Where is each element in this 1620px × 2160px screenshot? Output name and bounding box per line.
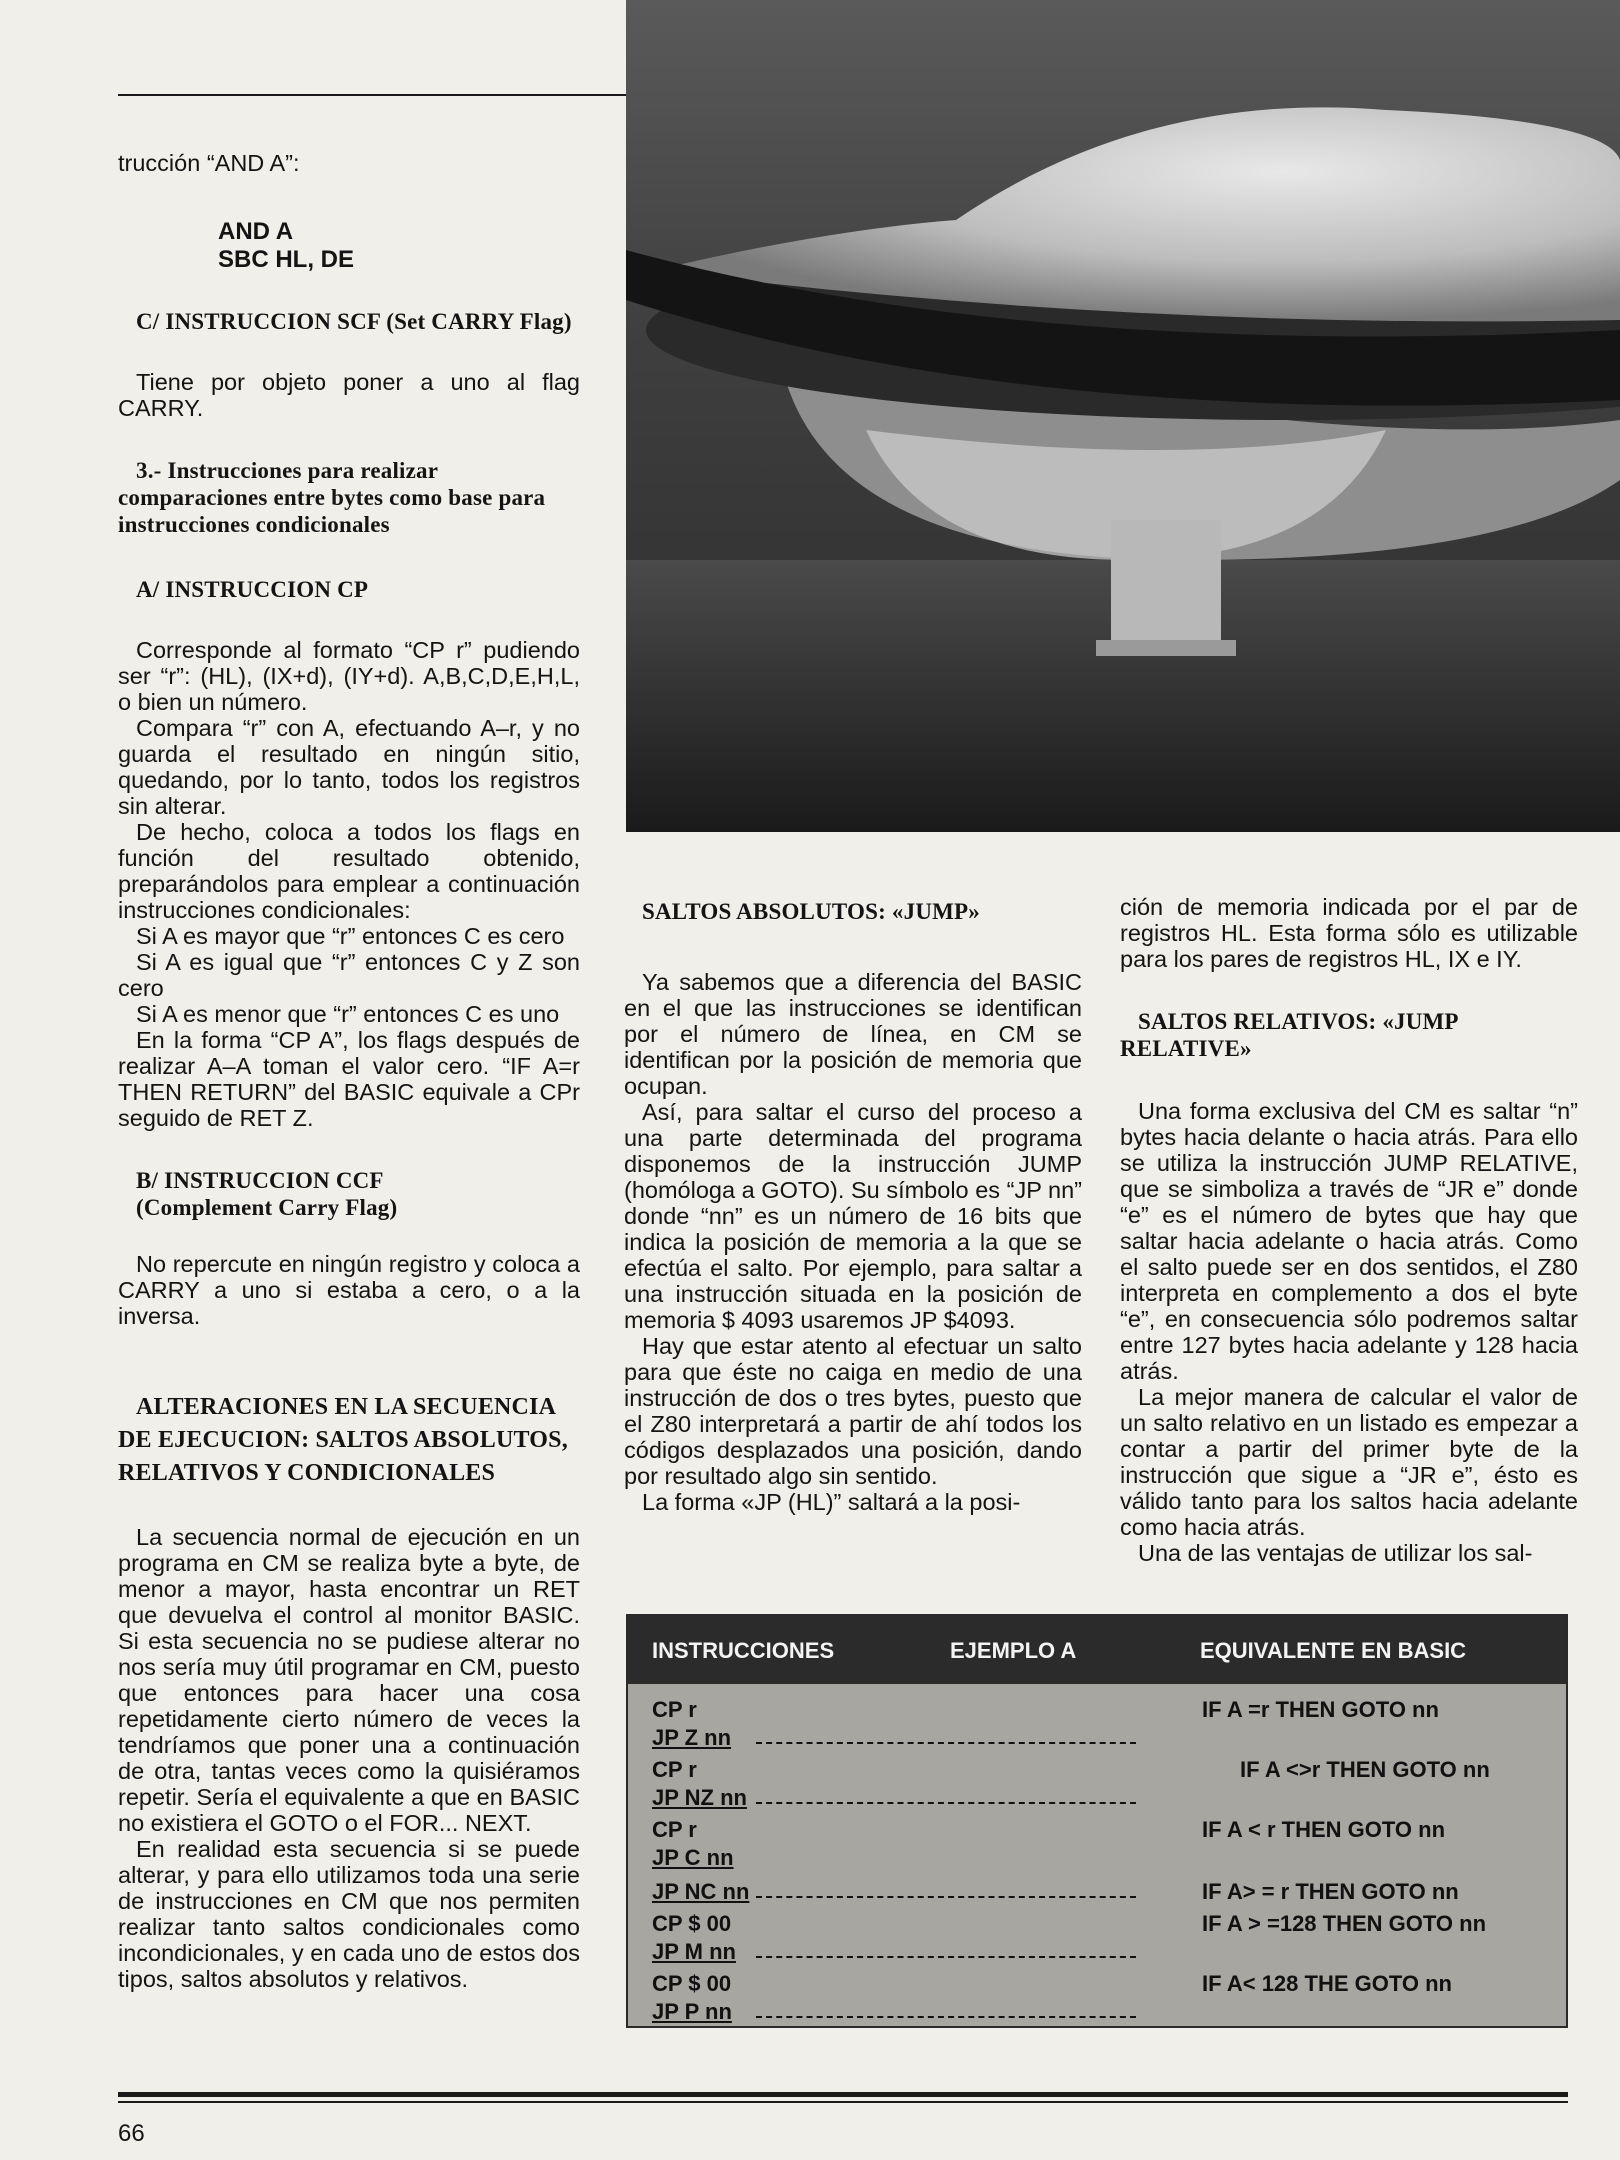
paragraph: Una forma exclusiva del CM es saltar “n” bytes hacia delante o hacia atrás. Para ello se utiliza la instrucción JUMP RELATIVE, que se simboliza a través de “JR e” donde “e” es el número de bytes que hay que saltar hacia adelante o hacia atrás. Como el salto puede ser en dos sentidos, el Z80 interpreta en complemento a dos el byte “e”, en consecuencia sólo podremos saltar entre 127 bytes hacia adelante y 128 hacia atrás. xyxy=(1120,1098,1578,1384)
instruction: JP NC nn xyxy=(652,1879,750,1904)
paragraph: La mejor manera de calcular el valor de un salto relativo en un listado es empezar a contar a partir del primer byte de la instrucción que sigue a “JR e”, ésto es válido tanto para los saltos hacia adelante como hacia atrás. xyxy=(1120,1384,1578,1540)
paragraph: En la forma “CP A”, los flags después de realizar A–A toman el valor cero. “IF A=r THEN RETURN” del BASIC equivale a CPr seguido de RET Z. xyxy=(118,1027,580,1131)
column-middle xyxy=(624,898,1082,1515)
instruction: CP r xyxy=(652,1817,697,1842)
paragraph: Si A es menor que “r” entonces C es uno xyxy=(136,1001,560,1027)
table-row xyxy=(628,1970,1566,2026)
section-heading: SALTOS RELATIVOS: «JUMP RELATIVE» xyxy=(1120,1009,1458,1061)
basic-equivalent: IF A > =128 THEN GOTO nn xyxy=(1202,1911,1487,1936)
column-right xyxy=(1120,894,1578,1566)
table-row xyxy=(628,1878,1566,1908)
table-row xyxy=(628,1696,1566,1756)
section-heading: ALTERACIONES EN LA SECUENCIA DE EJECUCION: SALTOS ABSOLUTOS, RELATIVOS Y CONDICIONALES xyxy=(118,1394,568,1486)
instruction: CP r xyxy=(652,1697,697,1722)
paragraph: De hecho, coloca a todos los flags en función del resultado obtenido, preparándolos para emplear a continuación instrucciones condicionales: xyxy=(118,819,580,923)
paragraph: La secuencia normal de ejecución en un programa en CM se realiza byte a byte, de menor a mayor, hasta encontrar un RET que devuelva el control al monitor BASIC. Si esta secuencia no se pudiese alterar no nos sería muy útil programar en CM, puesto que entonces para hacer una cosa repetidamente cierto número de veces la tendríamos que poner una a continuación de otra, tantas veces como la quisiéramos repetir. Sería el equivalente a que en BASIC no existiera el GOTO o el FOR... NEXT. xyxy=(118,1524,580,1836)
table-header-cell: EQUIVALENTE EN BASIC xyxy=(1200,1638,1467,1663)
table-header-cell: EJEMPLO A xyxy=(950,1638,1077,1663)
basic-equivalent: IF A < r THEN GOTO nn xyxy=(1202,1817,1446,1842)
instruction: CP $ 00 xyxy=(652,1911,732,1936)
paragraph: Compara “r” con A, efectuando A–r, y no guarda el resultado en ningún sitio, quedando, por lo tanto, todos los registros sin alterar. xyxy=(118,715,580,819)
paragraph: Si A es mayor que “r” entonces C es cero xyxy=(136,923,565,949)
paragraph: La forma «JP (HL)” saltará a la posi- xyxy=(642,1489,1021,1515)
section-heading: B/ INSTRUCCION CCF xyxy=(136,1168,384,1193)
top-rule xyxy=(118,94,630,96)
basic-equivalent: IF A =r THEN GOTO nn xyxy=(1202,1697,1439,1722)
instruction: CP r xyxy=(652,1757,697,1782)
column-left xyxy=(118,150,580,1992)
code-line: SBC HL, DE xyxy=(218,246,355,273)
basic-equivalent: IF A> = r THEN GOTO nn xyxy=(1202,1879,1459,1904)
dashed-leader xyxy=(756,1742,1136,1744)
paragraph: ción de memoria indicada por el par de registros HL. Esta forma sólo es utilizable para los pares de registros HL, IX e IY. xyxy=(1120,894,1578,972)
table-row xyxy=(628,1910,1566,1970)
table-row xyxy=(628,1816,1566,1876)
instruction: JP P nn xyxy=(652,1999,732,2024)
instructions-table xyxy=(626,1614,1568,2028)
paragraph: Ya sabemos que a diferencia del BASIC en el que las instrucciones se identifican por el número de línea, en CM se identifican por la posición de memoria que ocupan. xyxy=(624,969,1082,1099)
dashed-leader xyxy=(756,1896,1136,1898)
bottom-rule xyxy=(118,2092,1568,2097)
instruction: JP C nn xyxy=(652,1845,734,1870)
section-heading: (Complement Carry Flag) xyxy=(136,1195,398,1220)
dashed-leader xyxy=(756,2016,1136,2018)
instruction: CP $ 00 xyxy=(652,1971,732,1996)
dashed-leader xyxy=(756,1802,1136,1804)
paragraph: Así, para saltar el curso del proceso a una parte determinada del programa disponemos de la instrucción JUMP (homóloga a GOTO). Su símbolo es “JP nn” donde “nn” es un número de 16 bits que indica la posición de memoria a la que se efectúa el salto. Por ejemplo, para saltar a una instrucción situada en la posición de memoria $ 4093 usaremos JP $4093. xyxy=(624,1099,1082,1333)
instruction: JP NZ nn xyxy=(652,1785,747,1810)
basic-equivalent: IF A <>r THEN GOTO nn xyxy=(1240,1757,1490,1782)
section-heading: SALTOS ABSOLUTOS: «JUMP» xyxy=(642,899,980,924)
instruction: JP Z nn xyxy=(652,1725,732,1750)
paragraph: Hay que estar atento al efectuar un salto para que éste no caiga en medio de una instrucción de dos o tres bytes, puesto que el Z80 interpretará a partir de ahí todos los códigos desplazados una posición, dando por resultado algo sin sentido. xyxy=(624,1333,1082,1489)
paragraph: No repercute en ningún registro y coloca a CARRY a uno si estaba a cero, o a la inversa. xyxy=(118,1251,580,1329)
basic-equivalent: IF A< 128 THE GOTO nn xyxy=(1202,1971,1452,1996)
intro-text: trucción “AND A”: xyxy=(118,150,300,176)
paragraph: Tiene por objeto poner a uno al flag CARRY. xyxy=(118,369,580,421)
paragraph: Una de las ventajas de utilizar los sal- xyxy=(1138,1540,1533,1566)
table-header-cell: INSTRUCCIONES xyxy=(652,1638,835,1663)
flying-saucer-photo xyxy=(626,0,1620,832)
instruction: JP M nn xyxy=(652,1939,736,1964)
paragraph: Corresponde al formato “CP r” pudiendo ser “r”: (HL), (IX+d), (IY+d). A,B,C,D,E,H,L, o bien un número. xyxy=(118,637,580,715)
bottom-rule-thin xyxy=(118,2101,1568,2103)
paragraph: En realidad esta secuencia si se puede alterar, y para ello utilizamos toda una serie de instrucciones en CM que nos permiten realizar tanto saltos condicionales como incondicionales, y en cada uno de estos dos tipos, saltos absolutos y relativos. xyxy=(118,1836,580,1992)
code-line: AND A xyxy=(218,218,294,245)
dashed-leader xyxy=(756,1956,1136,1958)
table-row xyxy=(628,1756,1566,1816)
section-heading: 3.- Instrucciones para realizar comparaciones entre bytes como base para instrucciones condicionales xyxy=(118,458,546,537)
page-number: 66 xyxy=(118,2120,145,2147)
paragraph: Si A es igual que “r” entonces C y Z son cero xyxy=(118,949,580,1001)
section-heading: C/ INSTRUCCION SCF (Set CARRY Flag) xyxy=(136,309,572,334)
table-header xyxy=(628,1616,1566,1684)
section-heading: A/ INSTRUCCION CP xyxy=(136,577,369,602)
